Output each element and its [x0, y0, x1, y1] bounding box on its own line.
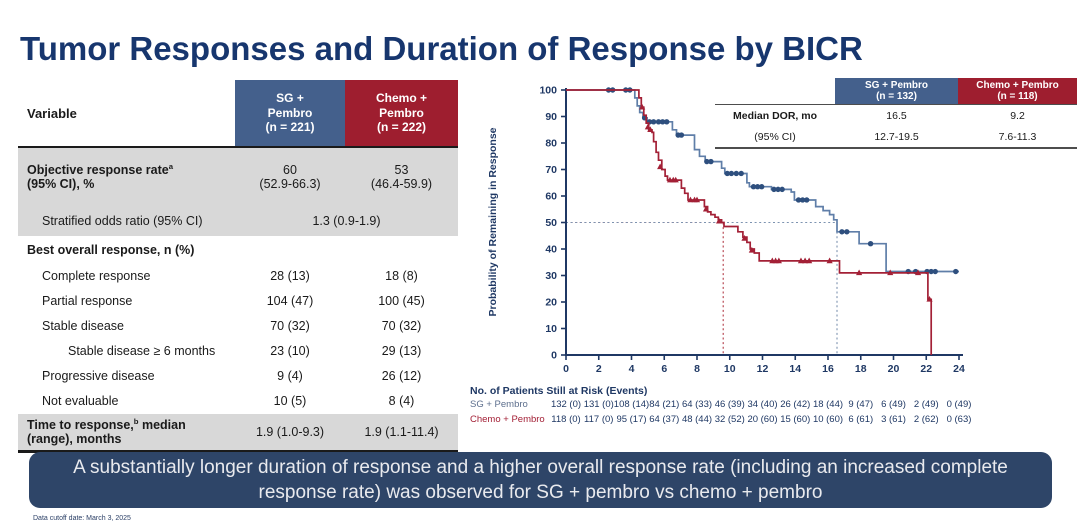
censor-mark-circle [759, 184, 764, 189]
variable-column-header: Variable [27, 105, 77, 121]
risk-row-label: Chemo + Pembro [470, 414, 545, 425]
sg-pembro-column-header [235, 80, 345, 146]
row-value-chemo: 53 (46.4-59.9) [370, 162, 433, 191]
x-tick-label: 16 [822, 363, 834, 375]
y-tick-label: 10 [545, 323, 557, 336]
row-value-sg: 28 (13) [270, 269, 310, 284]
risk-value: 132 (0) [550, 399, 582, 410]
x-tick-label: 6 [661, 363, 668, 375]
risk-value: 6 (61) [848, 414, 874, 425]
y-tick-label: 70 [545, 164, 557, 177]
y-tick-label: 60 [545, 190, 557, 203]
risk-value: 0 (49) [946, 399, 972, 410]
risk-value: 95 (17) [616, 414, 647, 425]
row-value-sg: 104 (47) [266, 294, 314, 309]
censor-mark-circle [868, 241, 873, 246]
row-value-chemo: 8 (4) [388, 394, 415, 409]
header-line: (n = 222) [376, 120, 427, 135]
censor-mark-circle [729, 171, 734, 176]
risk-value: 20 (60) [747, 414, 778, 425]
median-reference-line [566, 223, 837, 356]
data-cutoff-footnote: Data cutoff date: March 3, 2025 [33, 515, 131, 522]
risk-value: 18 (44) [812, 399, 844, 410]
row-value-sg: 9 (4) [277, 369, 303, 384]
risk-value: 108 (14) [613, 399, 650, 410]
median-reference-line [566, 223, 723, 356]
chemo-pembro-column-header [345, 80, 458, 146]
risk-value: 3 (61) [881, 414, 906, 425]
y-tick-label: 90 [545, 111, 557, 124]
censor-mark-circle [933, 269, 938, 274]
row-value-chemo: 100 (45) [378, 294, 425, 309]
y-tick-label: 80 [545, 137, 557, 150]
response-table [18, 80, 458, 453]
y-tick-label: 50 [545, 217, 557, 230]
censor-mark-circle [739, 171, 744, 176]
risk-value: 84 (21) [649, 399, 680, 410]
risk-value: 117 (0) [584, 414, 614, 425]
header-line: Pembro [267, 105, 313, 120]
risk-value: 6 (49) [881, 399, 906, 410]
row-value-sg: 60 (52.9-66.3) [259, 162, 321, 191]
censor-mark-circle [804, 197, 809, 202]
x-tick-label: 4 [628, 363, 635, 375]
y-tick-label: 20 [545, 296, 557, 309]
row-label: Best overall response, n (%) [27, 242, 195, 257]
row-value-span: 1.3 (0.9-1.9) [312, 214, 381, 228]
x-tick-label: 12 [756, 363, 769, 375]
row-value-chemo: 26 (12) [381, 369, 422, 384]
censor-mark-circle [664, 119, 669, 124]
dor-row-label: Median DOR, mo [732, 109, 817, 122]
response-table-header [18, 80, 458, 148]
risk-value: 15 (60) [780, 414, 811, 425]
risk-value: 2 (62) [913, 414, 939, 425]
dor-inset-table [715, 78, 1077, 149]
risk-value: 32 (52) [714, 414, 745, 425]
risk-value: 131 (0) [583, 399, 614, 410]
dor-chemo-header [958, 78, 1077, 104]
risk-value: 64 (37) [649, 414, 680, 425]
row-label: Stable disease ≥ 6 months [68, 344, 216, 359]
dor-value-sg: 12.7-19.5 [874, 130, 919, 143]
x-tick-label: 20 [887, 363, 900, 375]
row-value-sg: 70 (32) [270, 319, 310, 334]
x-tick-label: 8 [694, 363, 700, 375]
table-row [18, 236, 458, 264]
row-label: Progressive disease [42, 369, 155, 384]
summary-text: A substantially longer duration of response and a higher overall response rate (including an increased complete response rate) was observed for SG + pembro vs chemo + pembro [73, 457, 1008, 503]
y-tick-label: 0 [551, 349, 557, 362]
row-value-sg: 23 (10) [270, 344, 310, 359]
table-row [18, 414, 458, 450]
censor-mark-circle [953, 269, 958, 274]
risk-value: 26 (42) [780, 399, 811, 410]
risk-value: 34 (40) [747, 399, 778, 410]
x-tick-label: 22 [920, 363, 933, 375]
censor-mark-circle [844, 229, 849, 234]
row-value-sg: 1.9 (1.0-9.3) [255, 424, 325, 439]
risk-value: 118 (0) [551, 414, 581, 425]
table-row [18, 364, 458, 389]
page-title: Tumor Responses and Duration of Response by BICR [20, 30, 863, 68]
dor-header-spacer [715, 78, 835, 104]
header-line: (n = 132) [876, 91, 917, 102]
row-label: Not evaluable [42, 394, 119, 409]
at-risk-title: No. of Patients Still at Risk (Events) [470, 385, 648, 397]
dor-row-label: (95% CI) [754, 130, 796, 143]
risk-value: 48 (44) [681, 414, 713, 425]
row-label: Time to response,$^b$ median (range), months [27, 416, 186, 446]
header-line: SG + [276, 91, 304, 106]
header-line: Chemo + Pembro [976, 79, 1059, 91]
risk-value: 2 (49) [913, 399, 939, 410]
risk-row-label: SG + Pembro [470, 399, 528, 410]
header-line: (n = 221) [265, 120, 315, 135]
censor-mark-circle [679, 132, 684, 137]
row-label: Stable disease [42, 319, 125, 334]
y-tick-label: 100 [539, 84, 557, 97]
x-tick-label: 24 [953, 363, 965, 375]
summary-banner [29, 452, 1052, 508]
dor-sg-header [835, 78, 958, 104]
row-value-chemo: 29 (13) [381, 344, 422, 359]
censor-mark-circle [708, 159, 713, 164]
row-value-chemo: 70 (32) [381, 319, 422, 334]
table-row [18, 206, 458, 236]
row-label: Complete response [42, 269, 151, 284]
header-line: SG + Pembro [864, 79, 929, 91]
table-row [715, 126, 1077, 147]
row-value-chemo: 18 (8) [385, 269, 418, 284]
table-row [18, 314, 458, 339]
dor-table-header [715, 78, 1077, 104]
risk-value: 46 (39) [714, 399, 745, 410]
risk-value: 0 (63) [946, 414, 972, 425]
dor-value-chemo: 7.6-11.3 [998, 130, 1037, 143]
y-tick-label: 30 [545, 270, 557, 283]
table-row [18, 148, 458, 206]
y-axis-label: Probability of Remaining in Response [487, 127, 499, 317]
x-tick-label: 14 [789, 363, 802, 375]
dor-value-sg: 16.5 [886, 109, 907, 122]
censor-mark-circle [734, 171, 739, 176]
table-row [18, 339, 458, 364]
row-value-sg: 10 (5) [273, 394, 307, 409]
header-line: (n = 118) [997, 91, 1038, 102]
table-row [18, 289, 458, 314]
y-tick-label: 40 [545, 243, 557, 256]
table-row [18, 389, 458, 414]
dor-table-rows [715, 104, 1077, 149]
risk-value: 10 (60) [812, 414, 844, 425]
risk-value: 9 (47) [848, 399, 874, 410]
table-row [18, 264, 458, 289]
dor-value-chemo: 9.2 [1010, 109, 1025, 122]
row-value-chemo: 1.9 (1.1-11.4) [364, 424, 439, 439]
censor-mark-circle [839, 229, 844, 234]
risk-value: 64 (33) [681, 399, 713, 410]
x-tick-label: 0 [563, 363, 569, 375]
x-tick-label: 10 [723, 363, 736, 375]
x-tick-label: 18 [854, 363, 867, 375]
response-table-body [18, 148, 458, 450]
header-line: Chemo + [375, 91, 427, 106]
censor-mark-circle [651, 119, 656, 124]
censor-mark-circle [779, 187, 784, 192]
x-tick-label: 2 [595, 363, 602, 375]
row-label: Stratified odds ratio (95% CI) [42, 213, 203, 228]
table-row [715, 105, 1077, 126]
row-label: Objective response rate$^a$ (95% CI), % [27, 161, 174, 191]
row-label: Partial response [42, 294, 133, 309]
header-line: Pembro [379, 105, 424, 120]
